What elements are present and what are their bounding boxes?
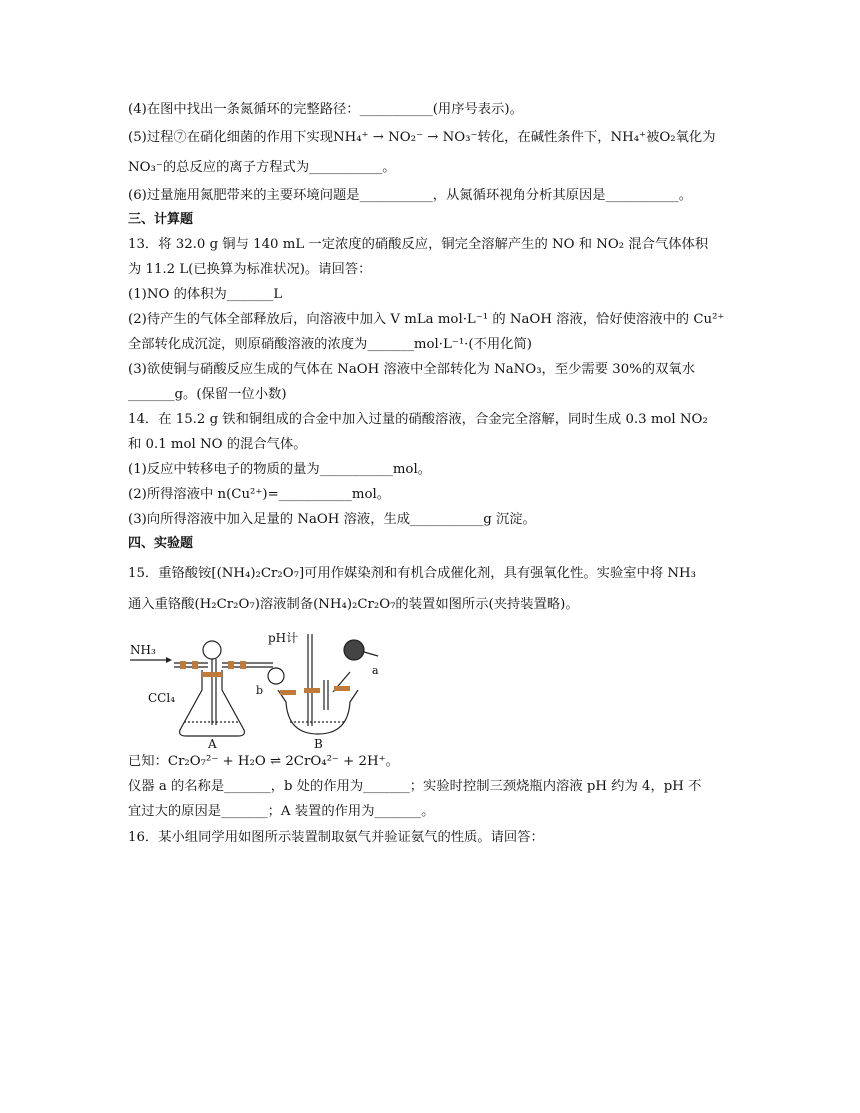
q15-stem: 15．重铬酸铵[(NH₄)₂Cr₂O₇]可用作媒染剂和有机合成催化剂，具有强氧化性。实验室中将 NH₃ — [128, 566, 696, 581]
q12-part6: (6)过量施用氮肥带来的主要环境问题是___________，从氮循环视角分析其原因是___________。 — [128, 188, 693, 203]
q13-part1: (1)NO 的体积为_______L — [128, 287, 283, 302]
nh3-label: NH₃ — [130, 643, 156, 657]
q13-part2: (2)待产生的气体全部释放后，向溶液中加入 V mLa mol·L⁻¹ 的 NaOH 溶液，恰好使溶液中的 Cu²⁺ — [128, 312, 725, 327]
q15-stem-cont: 通入重铬酸(H₂Cr₂O₇)溶液制备(NH₄)₂Cr₂O₇的装置如图所示(夹持装置略)。 — [128, 597, 579, 612]
q14-part2: (2)所得溶液中 n(Cu²⁺)=___________mol。 — [128, 487, 391, 502]
apparatus-diagram — [128, 630, 388, 748]
section-heading-experiment: 四、实验题 — [128, 536, 194, 551]
q12-part5: (5)过程⑦在硝化细菌的作用下实现NH₄⁺ → NO₂⁻ → NO₃⁻转化，在碱性条件下，NH₄⁺被O₂氧化为 — [128, 130, 716, 145]
label-A: A — [208, 737, 217, 748]
q15-questions-cont: 宜过大的原因是_______；A 装置的作用为_______。 — [128, 804, 435, 819]
q14-part1: (1)反应中转移电子的物质的量为___________mol。 — [128, 462, 431, 477]
ph-meter-label: pH计 — [268, 631, 299, 645]
q13-stem-cont: 为 11.2 L(已换算为标准状况)。请回答： — [128, 262, 372, 277]
ccl4-label: CCl₄ — [148, 691, 176, 705]
q14-stem: 14．在 15.2 g 铁和铜组成的合金中加入过量的硝酸溶液，合金完全溶解，同时生成 0.3 mol NO₂ — [128, 412, 708, 427]
q13-stem: 13．将 32.0 g 铜与 140 mL 一定浓度的硝酸反应，铜完全溶解产生的 NO 和 NO₂ 混合气体体积 — [128, 237, 709, 252]
q15-questions: 仪器 a 的名称是_______，b 处的作用为_______；实验时控制三颈烧瓶内溶液 pH 约为 4，pH 不 — [128, 779, 702, 794]
q14-stem-cont: 和 0.1 mol NO 的混合气体。 — [128, 437, 307, 452]
q13-part2-cont: 全部转化成沉淀，则原硝酸溶液的浓度为_______mol·L⁻¹·(不用化简) — [128, 337, 532, 352]
q13-part3-cont: _______g。(保留一位小数) — [128, 387, 287, 402]
q12-part5-cont: NO₃⁻的总反应的离子方程式为___________。 — [128, 160, 396, 175]
label-b: b — [256, 684, 264, 697]
section-heading-calc: 三、计算题 — [128, 212, 194, 227]
q16-stem: 16．某小组同学用如图所示装置制取氨气并验证氨气的性质。请回答： — [128, 830, 544, 845]
q14-part3: (3)向所得溶液中加入足量的 NaOH 溶液，生成___________g 沉淀。 — [128, 512, 536, 527]
label-B: B — [314, 737, 323, 748]
q13-part3: (3)欲使铜与硝酸反应生成的气体在 NaOH 溶液中全部转化为 NaNO₃，至少需要 30%的双氧水 — [128, 362, 695, 377]
q15-known: 已知：Cr₂O₇²⁻ + H₂O ⇌ 2CrO₄²⁻ + 2H⁺。 — [128, 754, 399, 769]
q12-part4: (4)在图中找出一条氮循环的完整路径：___________(用序号表示)。 — [128, 102, 523, 117]
label-a: a — [372, 664, 379, 677]
